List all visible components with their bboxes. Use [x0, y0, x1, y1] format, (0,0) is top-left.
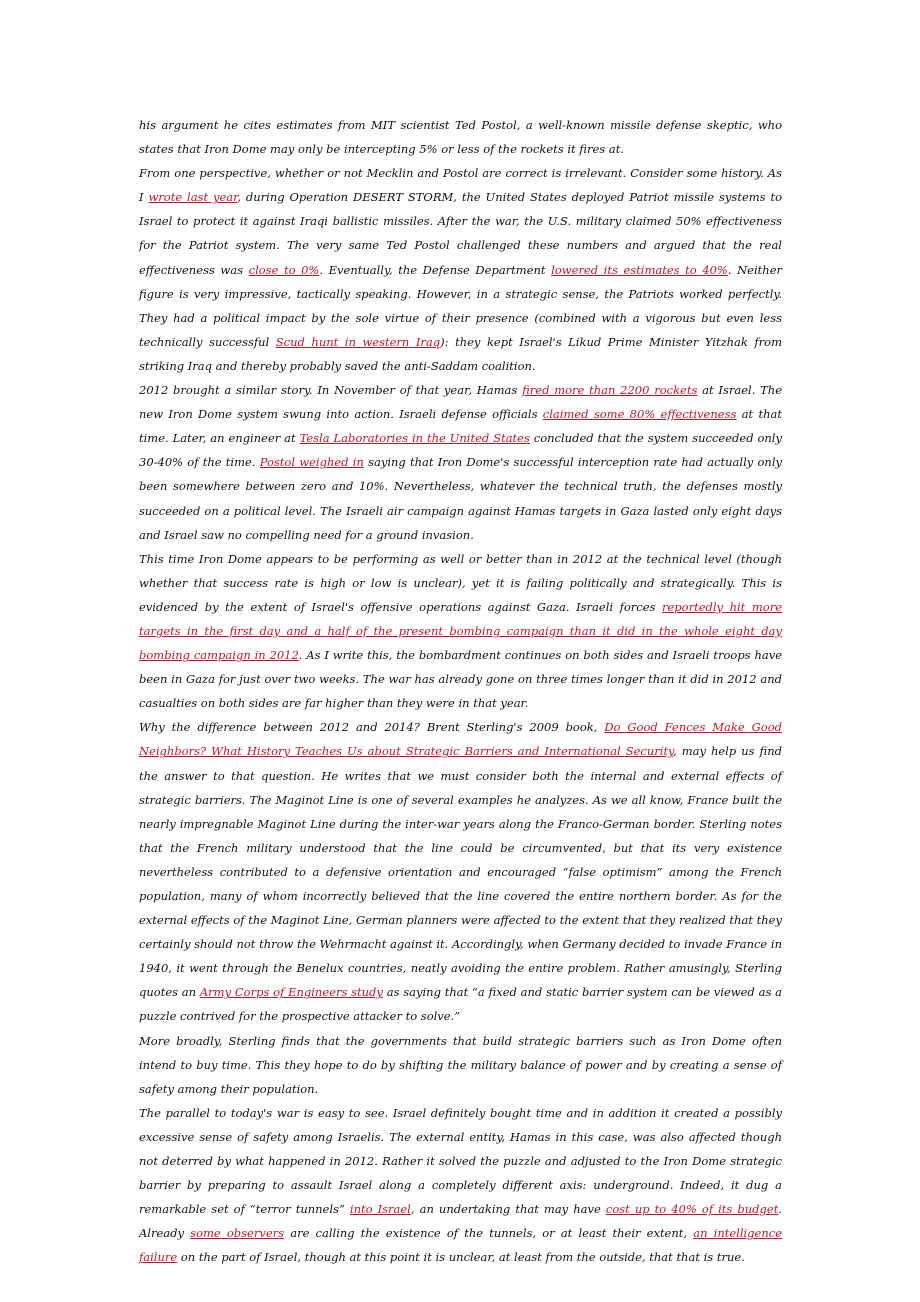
paragraph-text: This time Iron Dome appears to be performing as well or better than in 2012 at the technical level (though whether that success rate is high or low is unclear), yet it is failing politically and strategically. This is evidenced by the extent of Israel's offensive operations against Gaza. Israeli forces	[139, 551, 782, 614]
article-paragraph	[139, 1029, 782, 1101]
inline-link[interactable]: into Israel	[349, 1202, 411, 1217]
paragraph-text: Why the difference between 2012 and 2014? Brent Sterling's 2009 book,	[139, 720, 605, 735]
paragraph-text: From one perspective, whether or not Mecklin and Postol are correct is irrelevant. Consider some history. As I	[139, 166, 782, 205]
paragraph-text: , may help us find the answer to that question. He writes that we must consider both the internal and external effects of strategic barriers. The Maginot Line is one of several examples he analyzes. As we all know, France built the nearly impregnable Maginot Line during the inter-war years along the Franco-German border. Sterling notes that the French military understood that the line could be circumvented, but that its very existence nevertheless contributed to a defensive orientation and encouraged “false optimism” among the French population, many of whom incorrectly believed that the line covered the entire northern border. As for the external effects of the Maginot Line, German planners were affected to the extent that they realized that they certainly should not throw the Wehrmacht against it. Accordingly, when Germany decided to invade France in 1940, it went through the Benelux countries, neatly avoiding the entire problem. Rather amusingly, Sterling quotes an	[139, 744, 782, 1000]
paragraph-text: at that time. Later, an engineer at	[139, 407, 783, 446]
inline-link[interactable]: wrote last year	[148, 190, 238, 205]
paragraph-text: are calling the existence of the tunnels, or at least their extent,	[284, 1226, 694, 1241]
paragraph-text: 2012 brought a similar story. In November of that year, Hamas	[139, 383, 523, 398]
inline-link[interactable]: reportedly hit more targets in the first day and a half of the present bombing campaign than it did in the whole eight day bombing campaign in 2012	[139, 599, 782, 663]
inline-link[interactable]: fired more than 2200 rockets	[522, 383, 698, 398]
article-paragraph	[139, 547, 782, 716]
inline-link[interactable]: Army Corps of Engineers study	[199, 985, 383, 1000]
inline-link[interactable]: Tesla Laboratories in the United States	[299, 431, 530, 446]
article-paragraph	[139, 161, 782, 378]
inline-link[interactable]: claimed some 80% effectiveness	[542, 407, 737, 422]
paragraph-text: his argument he cites estimates from MIT scientist Ted Postol, a well-known missile defense skeptic, who states that Iron Dome may only be intercepting 5% or less of the rockets it fires at.	[139, 118, 782, 157]
paragraph-text: The parallel to today's war is easy to see. Israel definitely bought time and in addition it created a possibly excessive sense of safety among Israelis. The external entity, Hamas in this case, was also affected though not deterred by what happened in 2012. Rather it solved the puzzle and adjusted to the Iron Dome strategic barrier by preparing to assault Israel along a completely different axis: underground. Indeed, it dug a remarkable set of “terror tunnels”	[139, 1105, 782, 1217]
paragraph-text: on the part of Israel, though at this point it is unclear, at least from the outside, that that is true.	[177, 1250, 745, 1265]
paragraph-text: concluded that the system succeeded only 30-40% of the time.	[139, 431, 782, 470]
paragraph-text: More broadly, Sterling finds that the governments that build strategic barriers such as Iron Dome often intend to buy time. This they hope to do by shifting the military balance of power and by creating a sense of safety among their population.	[139, 1033, 782, 1096]
inline-link[interactable]: some observers	[190, 1226, 285, 1241]
article-paragraph	[139, 378, 782, 547]
paragraph-text: . As I write this, the bombardment continues on both sides and Israeli troops have been in Gaza for just over two weeks. The war has already gone on three times longer than it did in 2012 and casualties on both sides are far higher than they were in that year.	[139, 648, 783, 711]
inline-link[interactable]: close to 0%	[248, 262, 320, 277]
inline-link[interactable]: Scud hunt in western Iraq	[275, 334, 441, 349]
paragraph-text: at Israel. The new Iron Dome system swung into action. Israeli defense officials	[139, 383, 783, 422]
paragraph-text: , an undertaking that may have	[410, 1202, 606, 1217]
paragraph-text: . Neither figure is very impressive, tactically speaking. However, in a strategic sense, the Patriots worked perfectly. They had a political impact by the sole virtue of their presence (combined with a vigorous but even less technically successful	[139, 262, 782, 349]
paragraph-text: ): they kept Israel's Likud Prime Minister Yitzhak from striking Iraq and thereby probably saved the anti-Saddam coalition.	[139, 334, 782, 373]
article-paragraph	[139, 113, 782, 161]
inline-link[interactable]: Do Good Fences Make Good Neighbors? What History Teaches Us about Strategic Barriers and International Security	[139, 720, 782, 759]
article-paragraph	[139, 1101, 782, 1270]
inline-link[interactable]: cost up to 40% of its budget	[605, 1202, 779, 1217]
inline-link[interactable]: lowered its estimates to 40%	[551, 262, 728, 277]
inline-link[interactable]: Postol weighed in	[259, 455, 364, 470]
paragraph-text: . Eventually, the Defense Department	[319, 262, 552, 277]
paragraph-text: as saying that “a fixed and static barrier system can be viewed as a puzzle contrived for the prospective attacker to solve.”	[139, 985, 782, 1024]
paragraph-text: . Already	[139, 1202, 782, 1241]
paragraph-text: saying that Iron Dome's successful interception rate had actually only been somewhere between zero and 10%. Nevertheless, whatever the technical truth, the defenses mostly succeeded on a political level. The Israeli air campaign against Hamas targets in Gaza lasted only eight days and Israel saw no compelling need for a ground invasion.	[139, 455, 782, 542]
article-paragraph	[139, 715, 782, 1028]
paragraph-text: , during Operation DESERT STORM, the United States deployed Patriot missile systems to Israel to protect it against Iraqi ballistic missiles. After the war, the U.S. military claimed 50% effectiveness for the Patriot system. The very same Ted Postol challenged these numbers and argued that the real effectiveness was	[139, 190, 782, 277]
inline-link[interactable]: an intelligence failure	[139, 1226, 783, 1265]
article-body	[139, 113, 782, 1270]
